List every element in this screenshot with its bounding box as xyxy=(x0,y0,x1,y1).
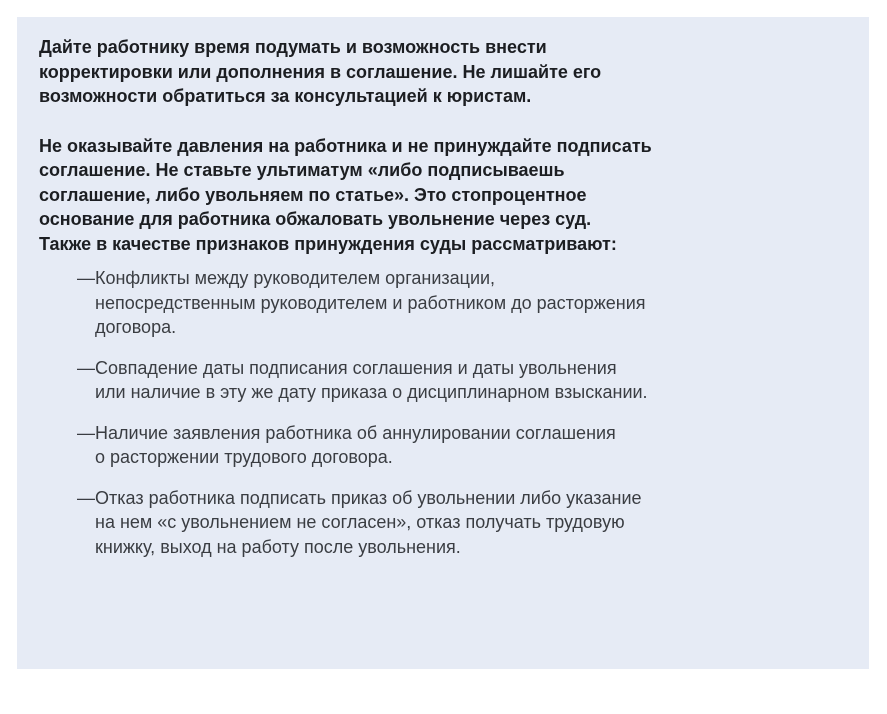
text-line: на нем «с увольнением не согласен», отказ получать трудовую xyxy=(95,512,625,532)
text-line: договора. xyxy=(95,317,177,337)
text-line: основание для работника обжаловать увольнение через суд. xyxy=(39,209,592,229)
coercion-signs-list xyxy=(39,266,847,559)
text-line: Также в качестве признаков принуждения суды рассматривают: xyxy=(39,233,617,254)
text-line: корректировки или дополнения в соглашение. Не лишайте его xyxy=(39,61,602,82)
text-line: или наличие в эту же дату приказа о дисциплинарном взыскании. xyxy=(95,382,648,402)
text-line: Не оказывайте давления на работника и не принуждайте подписать xyxy=(39,135,652,156)
advice-paragraph-time xyxy=(39,35,839,109)
text-line: Наличие заявления работника об аннулировании соглашения xyxy=(95,422,616,443)
text-line: Отказ работника подписать приказ об увольнении либо указание xyxy=(95,487,642,508)
text-line: Дайте работнику время подумать и возможность внести xyxy=(39,37,547,57)
text-line: возможности обратиться за консультацией к юристам. xyxy=(39,86,532,106)
list-item xyxy=(39,486,855,560)
list-item xyxy=(39,356,855,405)
text-line: о расторжении трудового договора. xyxy=(95,447,393,467)
text-line: соглашение, либо увольняем по статье». Это стопроцентное xyxy=(39,184,587,205)
list-item xyxy=(39,266,855,340)
advice-card xyxy=(17,17,869,669)
text-line: Совпадение даты подписания соглашения и даты увольнения xyxy=(95,357,617,378)
advice-paragraph-pressure xyxy=(39,134,839,257)
dash-bullet: — xyxy=(77,487,95,508)
list-item xyxy=(39,421,855,470)
text-line: Конфликты между руководителем организации, xyxy=(95,268,496,288)
text-line: книжку, выход на работу после увольнения. xyxy=(95,536,461,557)
text-line: соглашение. Не ставьте ультиматум «либо подписываешь xyxy=(39,160,565,180)
dash-bullet: — xyxy=(77,357,95,378)
text-line: непосредственным руководителем и работником до расторжения xyxy=(95,292,646,313)
dash-bullet: — xyxy=(77,422,95,443)
dash-bullet: — xyxy=(77,268,95,288)
